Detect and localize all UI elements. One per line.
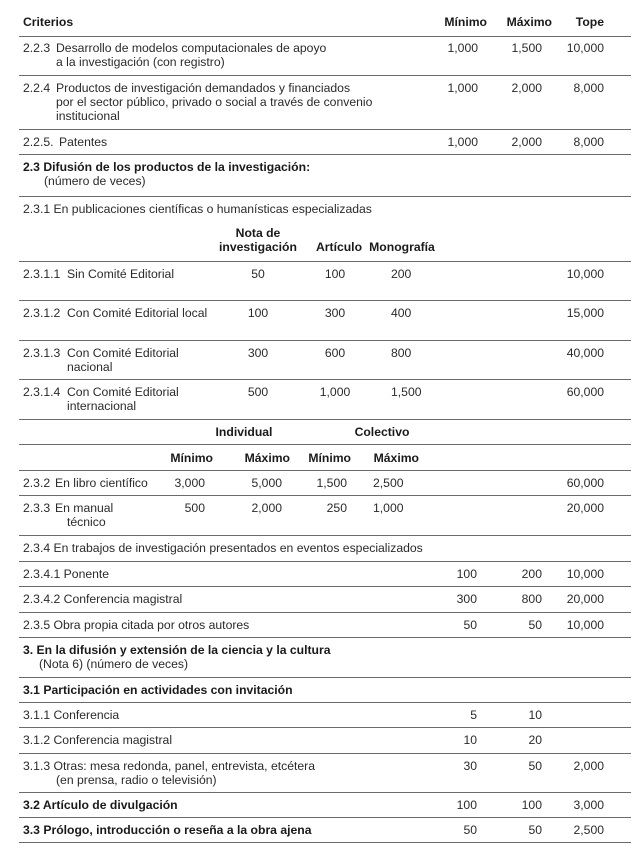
- header-col-minimo: Mínimo: [308, 451, 351, 465]
- row-tope: 60,000: [566, 385, 604, 399]
- table-row: [19, 470, 631, 496]
- row-label: 2.3.4.1 Ponente: [23, 567, 110, 581]
- header-articulo: Artículo: [315, 240, 363, 254]
- section-title: 2.3 Difusión de los productos de la investigación:: [23, 160, 311, 174]
- row-min: 5: [470, 708, 477, 722]
- row-monografia: 400: [391, 306, 412, 320]
- header-nota-line1: Nota de: [235, 226, 281, 240]
- row-label: 3.3 Prólogo, introducción o reseña a la obra ajena: [23, 823, 312, 837]
- table-row: [19, 561, 631, 587]
- table-row: [19, 792, 631, 818]
- row-col-min: 1,500: [316, 476, 347, 490]
- header-criterios: Criterios: [23, 15, 74, 29]
- row-articulo: 100: [324, 267, 346, 281]
- row-code: 2.3.2: [23, 476, 51, 490]
- header-ind-minimo: Mínimo: [170, 451, 213, 465]
- row-label: En libro científico: [55, 476, 148, 490]
- row-nota: 500: [247, 385, 269, 399]
- row-label-cont: nacional: [67, 360, 113, 374]
- row-label: Con Comité Editorial local: [67, 306, 208, 320]
- row-label: 3.1.3 Otras: mesa redonda, panel, entrevista, etcétera: [23, 759, 315, 773]
- row-max: 2,000: [511, 135, 542, 149]
- row-label: 2.3.5 Obra propia citada por otros autores: [23, 618, 250, 632]
- row-label-cont: por el sector público, privado o social a través de convenio: [56, 95, 373, 109]
- row-min: 100: [456, 798, 477, 812]
- row-label: En manual: [55, 501, 114, 515]
- row-col-min: 250: [326, 501, 347, 515]
- row-label: Con Comité Editorial: [67, 346, 179, 360]
- row-min: 1,000: [447, 81, 478, 95]
- row-code: 2.3.1.4: [23, 385, 61, 399]
- header-nota-line2: investigación: [219, 240, 297, 254]
- row-ind-max: 2,000: [251, 501, 282, 515]
- header-ind-maximo: Máximo: [244, 451, 290, 465]
- row-articulo: 300: [324, 306, 346, 320]
- table-row: [19, 129, 631, 155]
- table-header: [19, 0, 631, 37]
- section-title: 3.1 Participación en actividades con invitación: [23, 683, 293, 697]
- row-tope: 60,000: [566, 476, 604, 490]
- row-tope: 40,000: [566, 346, 604, 360]
- subsection-title: 2.3.1 En publicaciones científicas o humanísticas especializadas: [23, 202, 372, 216]
- row-monografia: 1,500: [391, 385, 422, 399]
- sub-header: [19, 444, 631, 471]
- table-row: [19, 261, 631, 301]
- row-max: 2,000: [511, 81, 542, 95]
- row-monografia: 800: [391, 346, 412, 360]
- row-min: 1,000: [447, 41, 478, 55]
- table-row: [19, 612, 631, 638]
- row-ind-max: 5,000: [251, 476, 282, 490]
- row-nota: 50: [251, 267, 265, 281]
- table-row: [19, 379, 631, 420]
- header-colectivo: Colectivo: [354, 425, 410, 439]
- row-code: 2.3.1.2: [23, 306, 61, 320]
- section-title: 3. En la difusión y extensión de la ciencia y la cultura: [23, 643, 331, 657]
- section-heading: [19, 677, 631, 703]
- row-max: 50: [528, 618, 542, 632]
- row-nota: 100: [247, 306, 269, 320]
- row-min: 1,000: [447, 135, 478, 149]
- row-label: 3.1.1 Conferencia: [23, 708, 120, 722]
- row-col-max: 1,000: [373, 501, 404, 515]
- row-label-cont: internacional: [67, 399, 137, 413]
- subsection-heading: [19, 196, 631, 262]
- row-articulo: 1,000: [319, 385, 351, 399]
- row-label: 2.3.4.2 Conferencia magistral: [23, 592, 183, 606]
- group-header: [19, 419, 631, 445]
- table-row: [19, 753, 631, 793]
- row-label: Sin Comité Editorial: [67, 267, 175, 281]
- table-row: [19, 300, 631, 341]
- subsection-title: 2.3.4 En trabajos de investigación presentados en eventos especializados: [23, 541, 423, 555]
- row-tope: 3,000: [573, 798, 604, 812]
- row-monografia: 200: [391, 267, 412, 281]
- row-label-cont: a la investigación (con registro): [56, 55, 225, 69]
- row-label: Productos de investigación demandados y financiados: [56, 81, 351, 95]
- row-min: 10: [463, 733, 477, 747]
- row-tope: 20,000: [566, 592, 604, 606]
- row-code: 2.3.1.1: [23, 267, 61, 281]
- row-articulo: 600: [324, 346, 346, 360]
- section-heading: [19, 154, 631, 197]
- row-min: 50: [463, 823, 477, 837]
- row-max: 1,500: [511, 41, 542, 55]
- row-min: 300: [456, 592, 477, 606]
- table-row: [19, 586, 631, 613]
- row-max: 800: [521, 592, 542, 606]
- row-code: 2.2.5.: [23, 135, 54, 149]
- row-min: 50: [463, 618, 477, 632]
- row-max: 50: [528, 823, 542, 837]
- table-row: [19, 495, 631, 536]
- header-individual: Individual: [215, 425, 273, 439]
- row-tope: 2,500: [573, 823, 604, 837]
- table-row: [19, 36, 631, 76]
- header-maximo: Máximo: [506, 15, 552, 29]
- row-tope: 10,000: [566, 41, 604, 55]
- table-row: [19, 75, 631, 130]
- row-tope: 10,000: [566, 567, 604, 581]
- row-min: 30: [463, 759, 477, 773]
- table-row: [19, 702, 631, 728]
- row-max: 50: [528, 759, 542, 773]
- row-tope: 8,000: [573, 135, 604, 149]
- row-label-cont: (en prensa, radio o televisión): [56, 773, 217, 787]
- row-label: Patentes: [59, 135, 108, 149]
- row-label-cont: institucional: [56, 109, 120, 123]
- row-label: Desarrollo de modelos computacionales de apoyo: [56, 41, 327, 55]
- table-row: [19, 727, 631, 754]
- row-tope: 10,000: [566, 267, 604, 281]
- subsection-heading: [19, 535, 631, 562]
- header-monografia: Monografía: [369, 240, 435, 254]
- row-col-max: 2,500: [373, 476, 404, 490]
- row-ind-min: 500: [184, 501, 205, 515]
- row-code: 2.3.1.3: [23, 346, 61, 360]
- header-minimo: Mínimo: [444, 15, 487, 29]
- section-heading: [19, 637, 631, 678]
- row-tope: 15,000: [566, 306, 604, 320]
- row-max: 200: [521, 567, 542, 581]
- row-nota: 300: [247, 346, 269, 360]
- row-tope: 2,000: [573, 759, 604, 773]
- table-row: [19, 340, 631, 380]
- table-row: [19, 817, 631, 843]
- row-max: 10: [528, 708, 542, 722]
- row-max: 100: [521, 798, 542, 812]
- section-subtitle: (Nota 6) (número de veces): [39, 657, 189, 671]
- row-label-cont: técnico: [67, 515, 106, 529]
- row-tope: 8,000: [573, 81, 604, 95]
- section-subtitle: (número de veces): [44, 174, 146, 188]
- row-label: 3.2 Artículo de divulgación: [23, 798, 178, 812]
- row-tope: 10,000: [566, 618, 604, 632]
- row-label: Con Comité Editorial: [67, 385, 179, 399]
- row-max: 20: [528, 733, 542, 747]
- row-code: 2.3.3: [23, 501, 51, 515]
- row-ind-min: 3,000: [174, 476, 205, 490]
- header-tope: Tope: [575, 15, 604, 29]
- header-col-maximo: Máximo: [373, 451, 419, 465]
- row-code: 2.2.3: [23, 41, 51, 55]
- row-tope: 20,000: [566, 501, 604, 515]
- row-min: 100: [456, 567, 477, 581]
- row-label: 3.1.2 Conferencia magistral: [23, 733, 173, 747]
- row-code: 2.2.4: [23, 81, 51, 95]
